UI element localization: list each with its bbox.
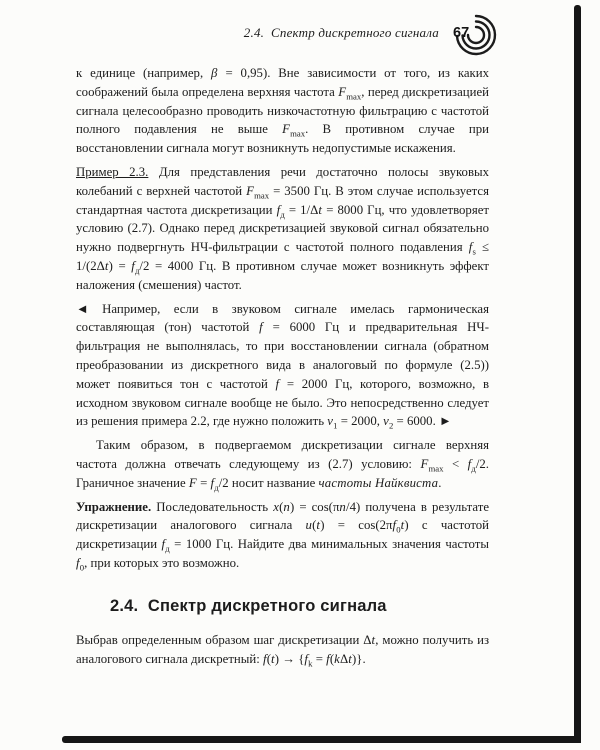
page-number-spiral [448, 14, 500, 56]
running-title: 2.4. Спектр дискретного сигнала [243, 25, 439, 40]
paragraph-example-2-3: Пример 2.3. Для представления речи достаточно полосы звуковых колебаний с верхней частотой $F_{max} = 3500$ Гц. В этом случае используется стандартная частота дискретизации $f_д = 1/\Delta t = 8000$ Гц, что удовлетворяет условию (2.7). Однако перед дискретизацией звуковой сигнал обязательно нужно подвергнуть НЧ-фильтрации с частотой полного подавления $f_s \le 1/(2\Delta t) = f_д/2 = 4000$ Гц. В противном случае может возникнуть эффект наложения (смешения) частот. [76, 164, 489, 292]
page-number: 67 [453, 25, 470, 41]
scan-edge-right [574, 5, 581, 743]
paragraph-sampling-intro: Выбрав определенным образом шаг дискретизации Δt, можно получить из аналогового сигнала дискретный: $f(t) \to \{f_k = f(k\Delta t)\}$. [76, 632, 489, 669]
scan-edge-bottom [62, 736, 581, 743]
section-heading: 2.4. Спектр дискретного сигнала [110, 596, 387, 615]
paragraph-intro: к единице (например, β = 0,95). Вне зависимости от того, из каких соображений была определена верхняя частота $F_{max}$, перед дискретизацией сигнала целесообразно проводить низкочастотную фильтрацию с частотой полного подавления не выше $F_{max}$. В противном случае при восстановлении сигнала могут возникнуть недопустимые искажения. [76, 66, 489, 156]
page-header [75, 14, 500, 56]
paragraph-nyquist: Таким образом, в подвергаемом дискретизации сигнале верхняя частота должна отвечать следующему из (2.7) условию: $F_{max} < f_д/2$. Граничное значение $F = f_д/2$ носит название частоты Найквиста. [76, 438, 489, 493]
page-body [76, 64, 489, 668]
paragraph-aliasing-note: ◄ Например, если в звуковом сигнале имелась гармоническая составляющая (тон) частотой f = 6000 Гц и предварительная НЧ-фильтрация не выполнялась, то при восстановлении сигнала (обратном преобразовании из дискретного вида в аналоговый по формуле (2.5)) может появиться тон с частотой f = 2000 Гц, которого, возможно, в исходном звуковом сигнале вообще не было. Это непосредственно следует из решения примера 2.2, где нужно положить $\nu_1 = 2000$, $\nu_2 = 6000$. ► [76, 301, 489, 431]
paragraph-exercise: Упражнение. Последовательность x(n) = cos(πn/4) получена в результате дискретизации аналогового сигнала $u(t) = \cos(2\pi f_0t)$ с частотой дискретизации $f_д = 1000$ Гц. Найдите два минимальных значения частоты $f_0$, при которых это возможно. [76, 499, 490, 573]
